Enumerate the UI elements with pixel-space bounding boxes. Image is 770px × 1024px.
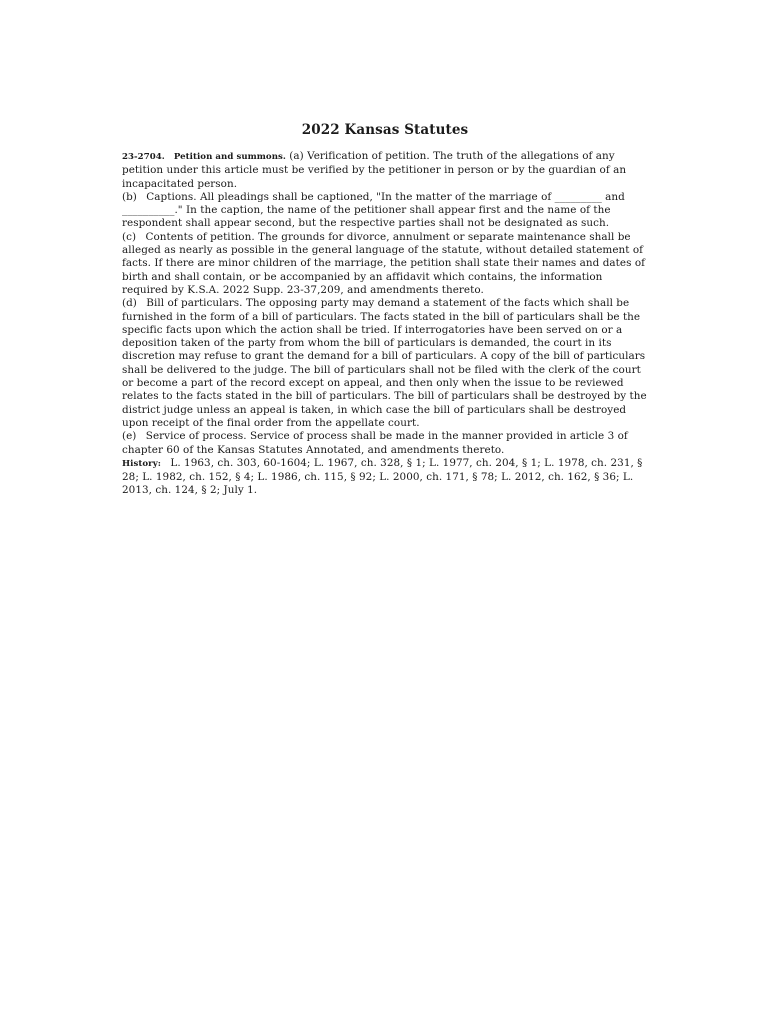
history-label: History: [122,458,162,469]
section-number: 23-2704. [122,152,165,162]
paragraph-e-text: Service of process. Service of process shall be made in the manner provided in article 3 of chapter 60 of the Kansas Statutes Annotated, and amendments thereto. [122,430,628,456]
paragraph-c [122,231,648,297]
page-title: 2022 Kansas Statutes [301,122,469,138]
paragraph-c-label: (c) [122,230,137,243]
paragraph-b-text: Captions. All pleadings shall be captioned, "In the matter of the marriage of _________ and __________." In the caption, the name of the petitioner shall appear first and the name of the respondent shall appear second, but the respective parties shall not be designated as such. [122,190,625,230]
paragraph-d-text: Bill of particulars. The opposing party may demand a statement of the facts which shall be furnished in the form of a bill of particulars. The facts stated in the bill of particulars shall be the specific facts upon which the action shall be tried. If interrogatories have been served on or a deposition taken of the party from whom the bill of particulars is demanded, the court in its discretion may refuse to grant the demand for a bill of particulars. A copy of the bill of particulars shall be delivered to the judge. The bill of particulars shall not be filed with the clerk of the court or become a part of the record except on appeal, and then only when the issue to be reviewed relates to the facts stated in the bill of particulars. The bill of particulars shall be destroyed by the district judge unless an appeal is taken, in which case the bill of particulars shall be destroyed upon receipt of the final order from the appellate court. [122,297,647,429]
paragraph-b [122,191,648,231]
paragraph-a-text: (a) Verification of petition. The truth of the allegations of any petition under this article must be verified by the petitioner in person or by the guardian of an incapacitated person. [122,150,627,190]
paragraph-e-label: (e) [122,430,137,443]
section-title: Petition and summons. [173,152,286,162]
history [122,457,648,498]
statute-page [122,122,648,498]
paragraph-e [122,430,648,457]
paragraph-b-label: (b) [122,190,137,203]
history-text: L. 1963, ch. 303, 60-1604; L. 1967, ch. 328, § 1; L. 1977, ch. 204, § 1; L. 1978, ch. 231, § 28; L. 1982, ch. 152, § 4; L. 1986, ch. 115, § 92; L. 2000, ch. 171, § 78; L. 2012, ch. 162, § 36; L. 2013, ch. 124, § 2; July 1. [122,456,643,497]
statute-body [122,150,648,498]
paragraph-c-text: Contents of petition. The grounds for divorce, annulment or separate maintenance shall be alleged as nearly as possible in the general language of the statute, without detailed statement of facts. If there are minor children of the marriage, the petition shall state their names and dates of birth and shall contain, or be accompanied by an affidavit which contains, the information required by K.S.A. 2022 Supp. 23-37,209, and amendments thereto. [122,230,646,296]
paragraph-d [122,297,648,430]
paragraph-a [122,150,648,191]
paragraph-d-label: (d) [122,297,137,310]
